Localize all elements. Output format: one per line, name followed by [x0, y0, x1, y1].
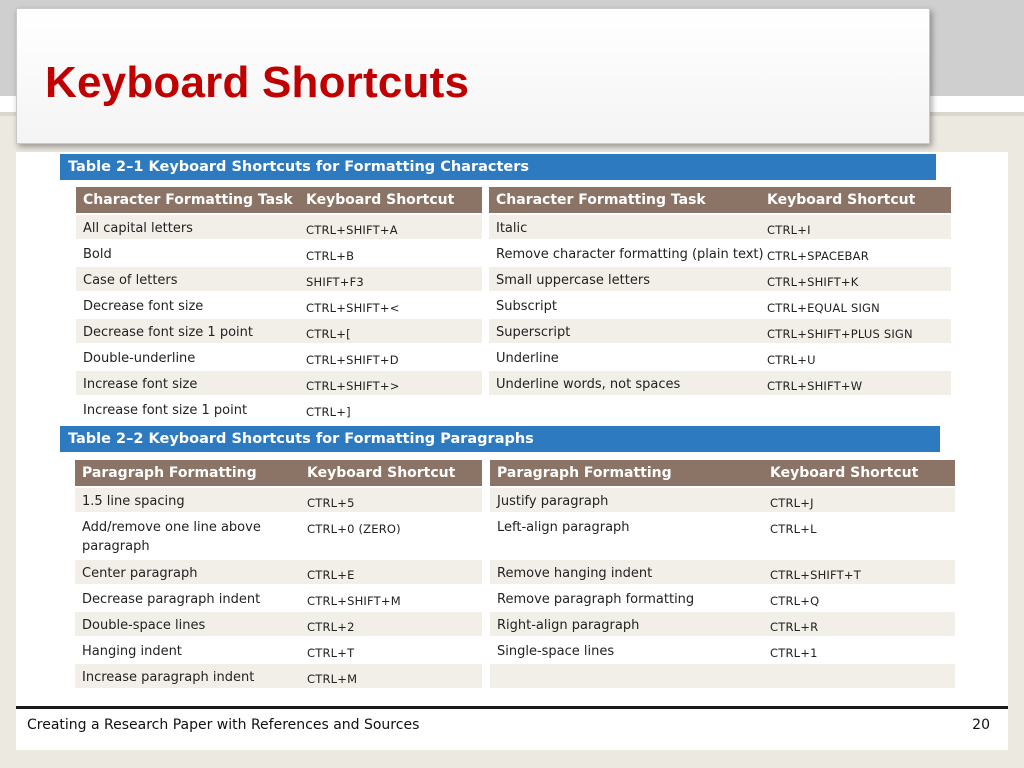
shortcut-cell: CTRL+SHIFT+D [306, 353, 399, 367]
table-row [75, 638, 482, 662]
task-cell [489, 397, 767, 421]
column-header-task: Character Formatting Task [496, 192, 706, 208]
shortcut-cell: CTRL+SPACEBAR [767, 249, 869, 263]
table-row [76, 215, 482, 239]
column-header-shortcut: Keyboard Shortcut [767, 192, 916, 208]
task-cell: Bold [83, 247, 112, 262]
table-row [76, 345, 482, 369]
table1-left [76, 187, 482, 423]
table-row [76, 267, 482, 291]
task-cell: Justify paragraph [497, 494, 609, 509]
table-row [490, 638, 955, 662]
task-cell: Double-underline [83, 351, 196, 366]
table-header-row [489, 187, 951, 213]
shortcut-cell: CTRL+5 [307, 496, 355, 510]
table-row [490, 586, 955, 610]
table-row [490, 514, 955, 558]
task-cell: Remove paragraph formatting [497, 592, 695, 607]
shortcut-cell [767, 397, 951, 421]
table-row [490, 612, 955, 636]
table-row [489, 293, 951, 317]
task-cell: Hanging indent [82, 644, 182, 659]
table-row [489, 371, 951, 395]
column-header-task: Paragraph Formatting [497, 465, 672, 481]
task-cell: Underline [496, 351, 559, 366]
title-box [16, 8, 930, 144]
task-cell: Add/remove one line above paragraph [82, 520, 261, 554]
task-cell: Center paragraph [82, 566, 198, 581]
shortcut-cell: CTRL+Q [770, 594, 820, 608]
task-cell: Double-space lines [82, 618, 206, 633]
table-row [489, 241, 951, 265]
shortcut-cell: CTRL+2 [307, 620, 355, 634]
table-row [490, 488, 955, 512]
shortcut-cell: CTRL+L [770, 522, 817, 536]
shortcut-cell: CTRL+J [770, 496, 814, 510]
table2-title: Table 2–2 Keyboard Shortcuts for Formatting Paragraphs [60, 426, 940, 452]
task-cell: Increase paragraph indent [82, 670, 255, 685]
task-cell: All capital letters [83, 221, 193, 236]
task-cell: Superscript [496, 325, 571, 340]
shortcut-cell: CTRL+0 (ZERO) [307, 522, 401, 536]
shortcut-cell: CTRL+SHIFT+K [767, 275, 859, 289]
shortcut-cell: CTRL+1 [770, 646, 818, 660]
task-cell: Remove hanging indent [497, 566, 653, 581]
shortcut-cell: CTRL+SHIFT+PLUS SIGN [767, 327, 913, 341]
task-cell: 1.5 line spacing [82, 494, 185, 509]
task-cell: Small uppercase letters [496, 273, 650, 288]
shortcut-cell: CTRL+EQUAL SIGN [767, 301, 880, 315]
table-row [489, 215, 951, 239]
table1-title: Table 2–1 Keyboard Shortcuts for Formatting Characters [60, 154, 936, 180]
shortcut-cell: SHIFT+F3 [306, 275, 364, 289]
task-cell: Italic [496, 221, 528, 236]
task-cell: Increase font size 1 point [83, 403, 248, 418]
table-row [76, 319, 482, 343]
task-cell: Subscript [496, 299, 557, 314]
task-cell: Case of letters [83, 273, 178, 288]
table2-right [490, 460, 955, 690]
shortcut-cell: CTRL+SHIFT+> [306, 379, 400, 393]
table-row [75, 586, 482, 610]
column-header-task: Character Formatting Task [83, 192, 293, 208]
column-header-task: Paragraph Formatting [82, 465, 257, 481]
task-cell: Underline words, not spaces [496, 377, 681, 392]
table-row [490, 560, 955, 584]
table-row [76, 371, 482, 395]
shortcut-cell: CTRL+[ [306, 327, 351, 341]
shortcut-cell: CTRL+SHIFT+< [306, 301, 400, 315]
column-header-shortcut: Keyboard Shortcut [770, 465, 919, 481]
task-cell: Decrease font size [83, 299, 204, 314]
page-number: 20 [972, 717, 990, 733]
shortcut-cell: CTRL+E [307, 568, 355, 582]
table-row [76, 293, 482, 317]
shortcut-cell: CTRL+SHIFT+M [307, 594, 401, 608]
shortcut-cell: CTRL+M [307, 672, 358, 686]
table1-right [489, 187, 951, 423]
table-row [76, 241, 482, 265]
table2-left [75, 460, 482, 690]
task-cell: Decrease font size 1 point [83, 325, 253, 340]
table-header-row [76, 187, 482, 213]
column-header-shortcut: Keyboard Shortcut [307, 465, 456, 481]
shortcut-cell: CTRL+SHIFT+T [770, 568, 861, 582]
table-header-row [490, 460, 955, 486]
column-header-shortcut: Keyboard Shortcut [306, 192, 455, 208]
shortcut-cell: CTRL+SHIFT+W [767, 379, 863, 393]
shortcut-cell [770, 664, 955, 688]
table-row [489, 397, 951, 421]
shortcut-cell: CTRL+] [306, 405, 351, 419]
shortcut-cell: CTRL+R [770, 620, 819, 634]
table-row [75, 488, 482, 512]
table-row [75, 612, 482, 636]
table-row [76, 397, 482, 421]
task-cell: Decrease paragraph indent [82, 592, 261, 607]
shortcut-cell: CTRL+SHIFT+A [306, 223, 398, 237]
table-row [490, 664, 955, 688]
table-row [75, 664, 482, 688]
task-cell: Left-align paragraph [497, 520, 630, 535]
task-cell: Right-align paragraph [497, 618, 640, 633]
table-row [75, 514, 482, 558]
task-cell [490, 664, 770, 688]
table-row [75, 560, 482, 584]
table-row [489, 345, 951, 369]
table-header-row [75, 460, 482, 486]
shortcut-cell: CTRL+T [307, 646, 355, 660]
table-row [489, 319, 951, 343]
table-row [489, 267, 951, 291]
shortcut-cell: CTRL+B [306, 249, 355, 263]
task-cell: Single-space lines [497, 644, 615, 659]
shortcut-cell: CTRL+I [767, 223, 811, 237]
shortcut-cell: CTRL+U [767, 353, 816, 367]
slide-title: Keyboard Shortcuts [45, 58, 470, 107]
task-cell: Remove character formatting (plain text) [496, 247, 764, 262]
footer-text: Creating a Research Paper with References and Sources [27, 717, 420, 733]
task-cell: Increase font size [83, 377, 198, 392]
